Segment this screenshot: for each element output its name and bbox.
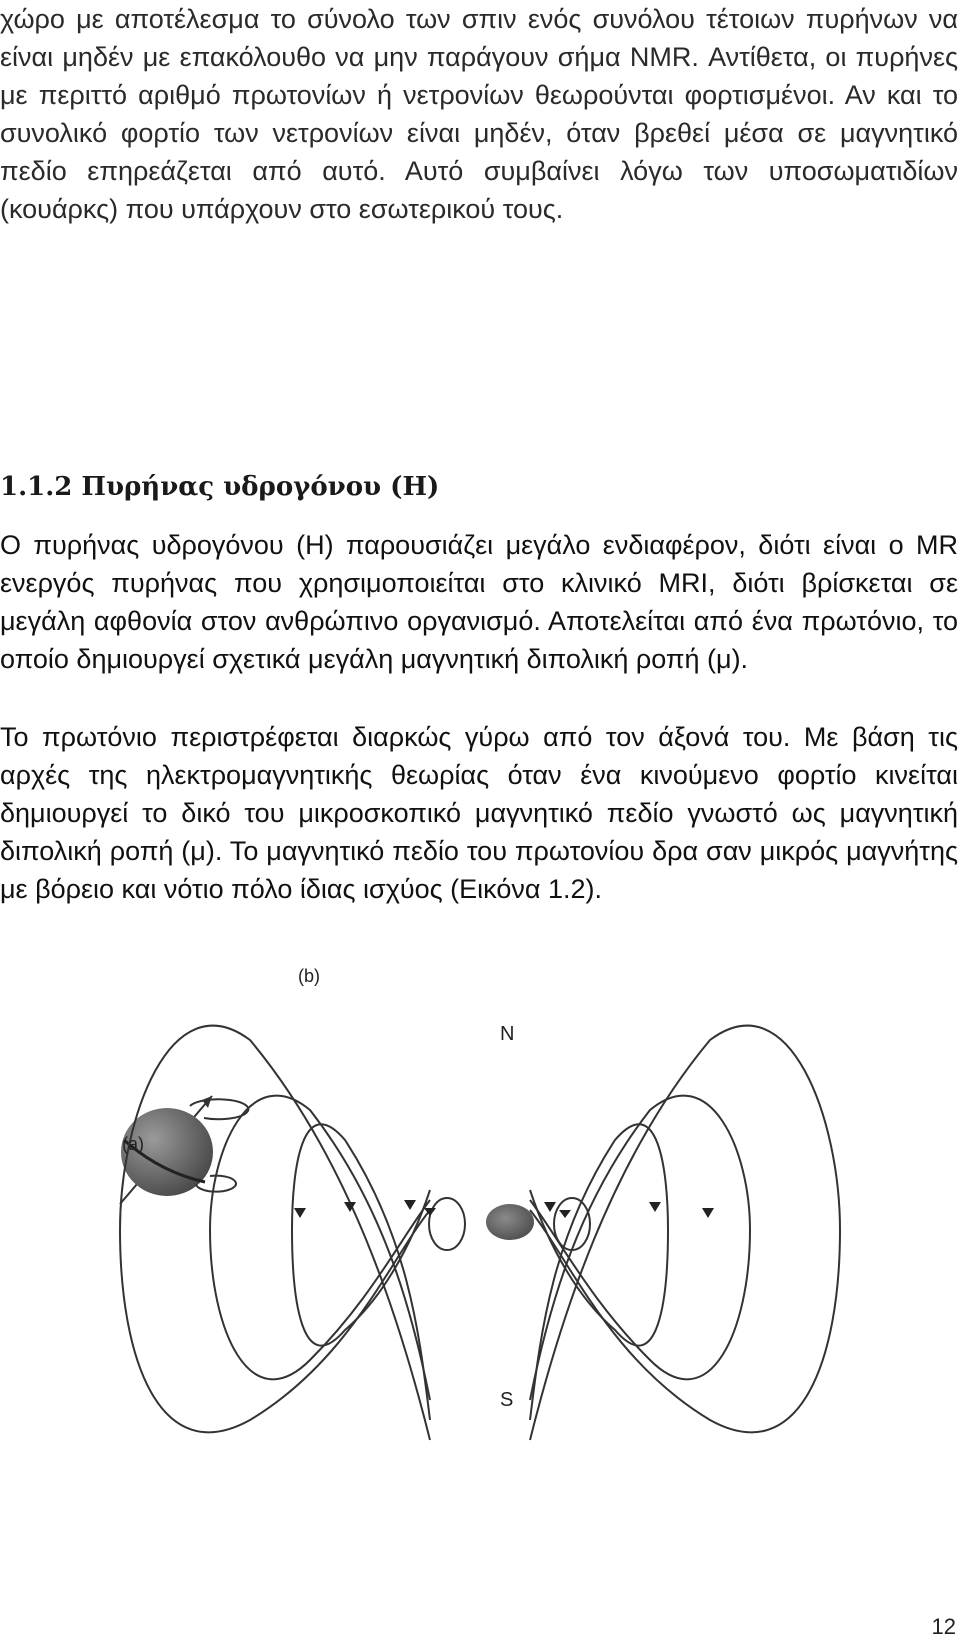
south-pole-label: S	[500, 1389, 514, 1411]
figure-label-b: (b)	[298, 966, 320, 986]
magnetic-field-lines	[120, 1026, 840, 1440]
hydrogen-paragraph-2: Το πρωτόνιο περιστρέφεται διαρκώς γύρω από τον άξονά του. Με βάση τις αρχές της ηλεκτρομαγνητικής θεωρίας όταν ένα κινούμενο φορτίο κινείται δημιουργεί το δικό του μικροσκοπικό μαγνητικό πεδίο γνωστό ως μαγνητική διπολική ροπή (μ). Το μαγνητικό πεδίο του πρωτονίου δρα σαν μικρός μαγνήτης με βόρειο και νότιο πόλο ίδιας ισχύος (Εικόνα 1.2).	[0, 722, 958, 904]
page-number: 12	[931, 1614, 956, 1639]
section-heading: 1.1.2 Πυρήνας υδρογόνου (Η)	[0, 472, 440, 502]
intro-paragraph: χώρο με αποτέλεσμα το σύνολο των σπιν ενός συνόλου τέτοιων πυρήνων να είναι μηδέν με επακόλουθο να μην παράγουν σήμα NMR. Αντίθετα, οι πυρήνες με περιττό αριθμό πρωτονίων ή νετρονίων θεωρούνται φορτισμένοι. Αν και το συνολικό φορτίο των νετρονίων είναι μηδέν, όταν βρεθεί μέσα σε μαγνητικό πεδίο επηρεάζεται από αυτό. Αυτό συμβαίνει λόγω των υποσωματιδίων (κουάρκς) που υπάρχουν στο εσωτερικού τους.	[0, 4, 958, 224]
nucleus-icon	[486, 1204, 534, 1240]
magnetic-dipole-figure	[110, 966, 850, 1500]
figure-label-a: (a)	[122, 1134, 144, 1154]
hydrogen-paragraph-1: Ο πυρήνας υδρογόνου (Η) παρουσιάζει μεγάλο ενδιαφέρον, διότι είναι ο MR ενεργός πυρήνας που χρησιμοποιείται στο κλινικό MRI, διότι βρίσκεται σε μεγάλη αφθονία στον ανθρώπινο οργανισμό. Αποτελείται από ένα πρωτόνιο, το οποίο δημιουργεί σχετικά μεγάλη μαγνητική διπολική ροπή (μ).	[0, 530, 958, 674]
north-pole-label: N	[500, 1023, 515, 1045]
